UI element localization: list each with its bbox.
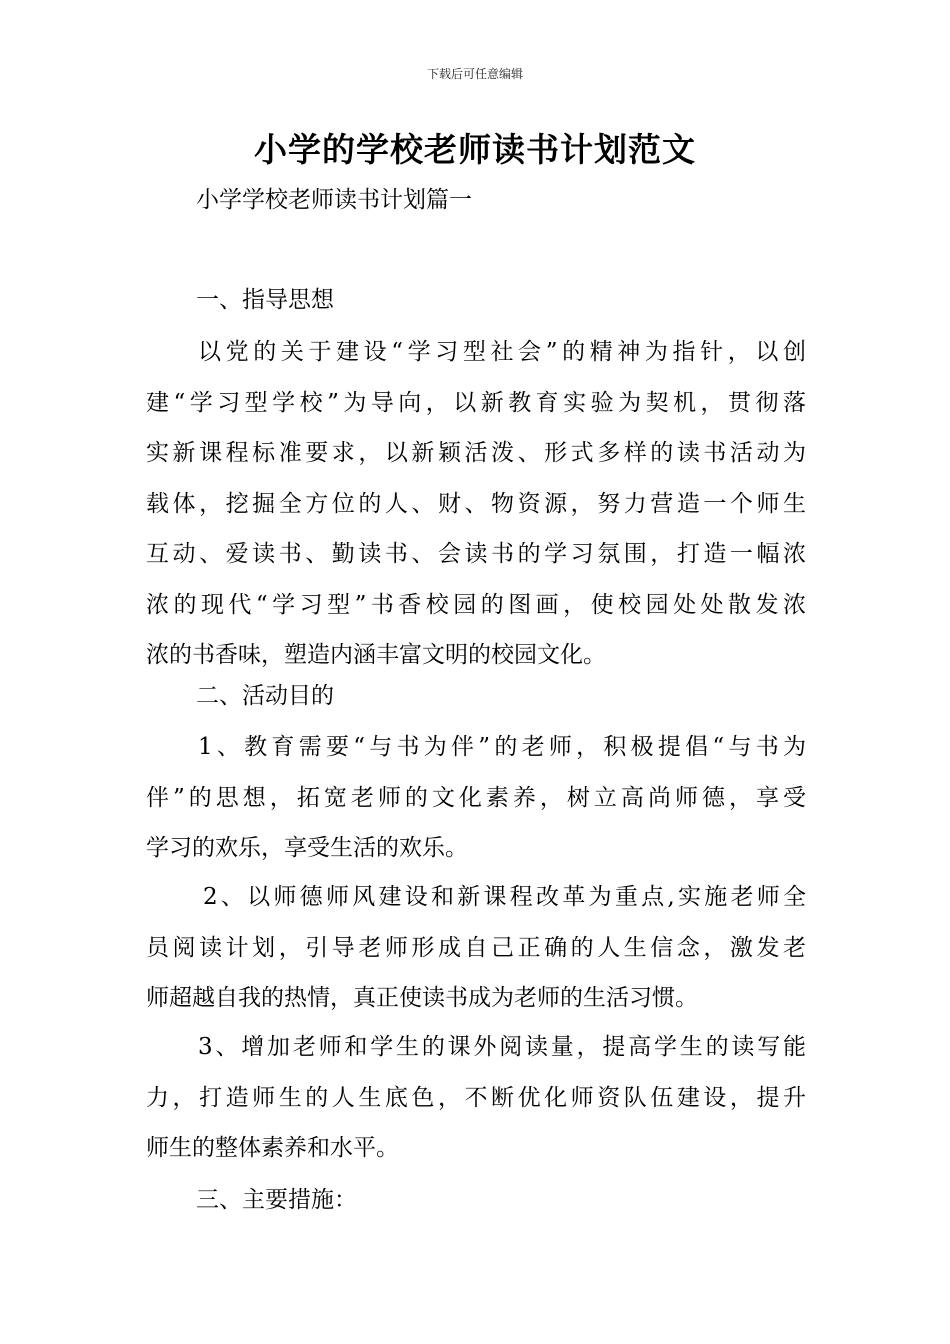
header-note: 下载后可任意编辑 (426, 67, 523, 81)
paragraph-line: 浓的现代“学习型”书香校园的图画，使校园处处散发浓 (146, 591, 806, 618)
paragraph-line: 以党的关于建设“学习型社会”的精神为指针，以创 (198, 339, 806, 365)
document-subtitle: 小学学校老师读书计划篇一 (196, 187, 472, 213)
paragraph-line: 员阅读计划，引导老师形成自己正确的人生信念，激发老 (146, 934, 806, 961)
paragraph-line: 1、教育需要“与书为伴”的老师，积极提倡“与书为 (198, 734, 806, 760)
document-title: 小学的学校老师读书计划范文 (254, 130, 696, 169)
paragraph-line: 伴”的思想，拓宽老师的文化素养，树立高尚师德，享受 (146, 784, 806, 811)
paragraph-line: 师生的整体素养和水平。 (146, 1135, 399, 1161)
paragraph-guiding-ideology (146, 327, 806, 681)
paragraph-goal-2 (146, 872, 806, 1024)
paragraph-line: 建“学习型学校”为导向，以新教育实验为契机，贯彻落 (146, 389, 806, 416)
paragraph-line: 3、增加老师和学生的课外阅读量，提高学生的读写能 (198, 1034, 806, 1060)
paragraph-line: 载体，挖掘全方位的人、财、物资源，努力营造一个师生 (146, 490, 806, 517)
section-heading-guiding-ideology: 一、指导思想 (196, 287, 334, 313)
paragraph-line: 浓的书香味，塑造内涵丰富文明的校园文化。 (146, 642, 606, 668)
paragraph-goal-1 (146, 722, 806, 874)
paragraph-line: 学习的欢乐，享受生活的欢乐。 (146, 835, 468, 861)
section-heading-activity-goals: 二、活动目的 (196, 683, 334, 709)
paragraph-line: 实新课程标准要求，以新颖活泼、形式多样的读书活动为 (146, 440, 806, 466)
paragraph-goal-3 (146, 1022, 806, 1174)
paragraph-line: 2、以师德师风建设和新课程改革为重点,实施老师全 (203, 884, 806, 910)
section-heading-main-measures: 三、主要措施： (196, 1187, 357, 1213)
paragraph-line: 力，打造师生的人生底色，不断优化师资队伍建设，提升 (146, 1084, 806, 1111)
paragraph-line: 师超越自我的热情，真正使读书成为老师的生活习惯。 (146, 985, 698, 1011)
paragraph-line: 互动、爱读书、勤读书、会读书的学习氛围，打造一幅浓 (146, 541, 806, 567)
